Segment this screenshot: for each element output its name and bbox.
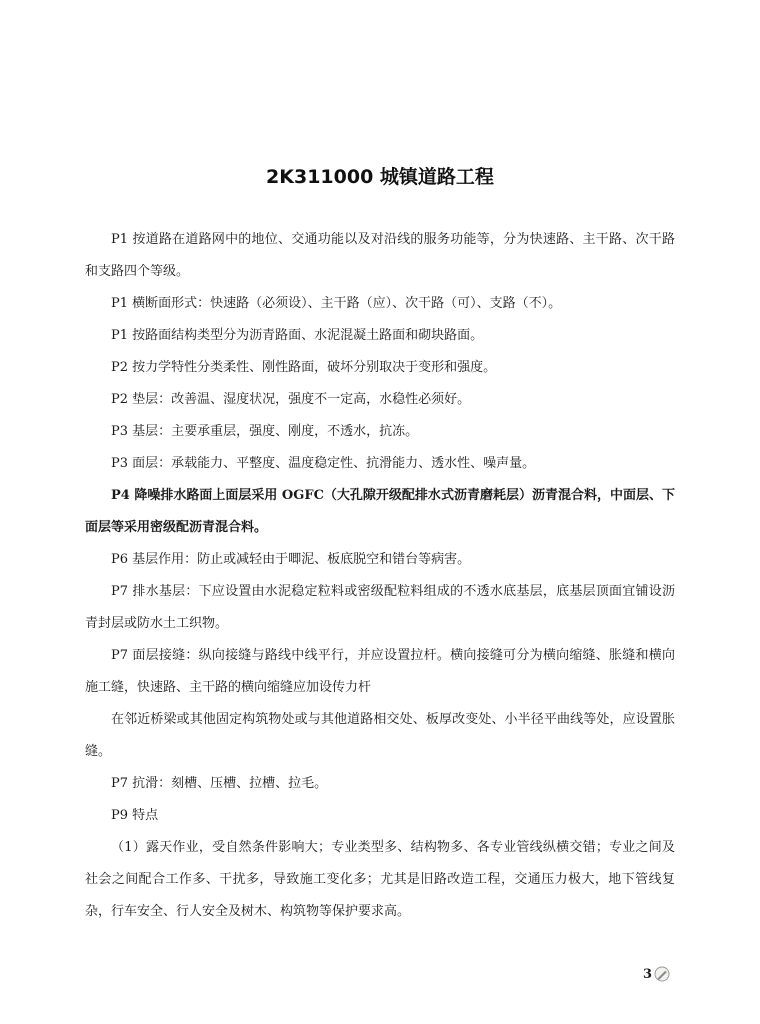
paragraph: P7 排水基层：下应设置由水泥稳定粒料或密级配粒料组成的不透水底基层，底基层顶面宜铺设沥青封层或防水土工织物。 <box>85 584 675 631</box>
page-number-text: 3 <box>642 966 652 982</box>
paragraph: P4 降噪排水路面上面层采用 OGFC（大孔隙开级配排水式沥青磨耗层）沥青混合料，中面层、下面层等采用密级配沥青混合料。 <box>85 488 675 535</box>
paragraph: P1 按道路在道路网中的地位、交通功能以及对沿线的服务功能等，分为快速路、主干路、次干路和支路四个等级。 <box>85 232 675 279</box>
page-number <box>643 966 670 982</box>
paragraph: P2 垫层：改善温、湿度状况，强度不一定高，水稳性必须好。 <box>111 392 471 407</box>
paragraph: P1 横断面形式：快速路（必须设）、主干路（应）、次干路（可）、支路（不）。 <box>111 296 562 311</box>
page-title: 2K311000 城镇道路工程 <box>266 166 494 188</box>
paragraph: （1）露天作业，受自然条件影响大；专业类型多、结构物多、各专业管线纵横交错；专业之间及社会之间配合工作多、干扰多，导致施工变化多；尤其是旧路改造工程，交通压力极大，地下管线复杂，行车安全、行人安全及树木、构筑物等保护要求高。 <box>85 840 675 919</box>
paragraph: P3 基层：主要承重层，强度、刚度，不透水，抗冻。 <box>111 424 419 439</box>
pencil-icon <box>654 966 670 982</box>
paragraph: P9 特点 <box>111 808 159 823</box>
paragraph: P3 面层：承载能力、平整度、温度稳定性、抗滑能力、透水性、噪声量。 <box>111 456 536 471</box>
paragraph: P1 按路面结构类型分为沥青路面、水泥混凝土路面和砌块路面。 <box>111 328 484 343</box>
paragraph: P7 面层接缝：纵向接缝与路线中线平行，并应设置拉杆。横向接缝可分为横向缩缝、胀缝和横向施工缝，快速路、主干路的横向缩缝应加设传力杆 <box>85 648 675 695</box>
document-body <box>85 224 675 928</box>
paragraph: 在邻近桥梁或其他固定构筑物处或与其他道路相交处、板厚改变处、小半径平曲线等处，应设置胀缝。 <box>85 712 675 759</box>
paragraph: P7 抗滑：刻槽、压槽、拉槽、拉毛。 <box>111 776 328 791</box>
paragraph: P6 基层作用：防止或减轻由于唧泥、板底脱空和错台等病害。 <box>111 552 471 567</box>
paragraph: P2 按力学特性分类柔性、刚性路面，破坏分别取决于变形和强度。 <box>111 360 497 375</box>
